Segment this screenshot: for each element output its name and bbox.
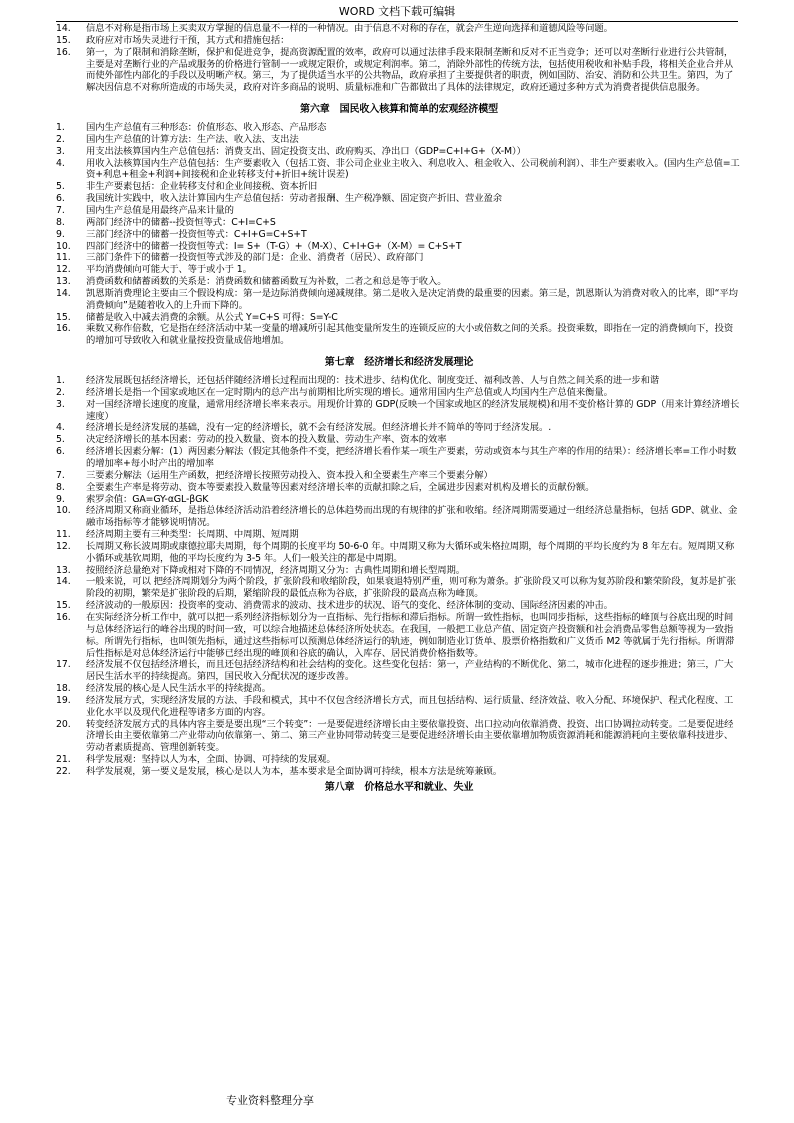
list-item-text: 经济发展的核心是人民生活水平的持续提高。: [86, 683, 271, 695]
list-item: [56, 576, 742, 600]
list-item: [56, 766, 742, 778]
list-item-text: 索罗余值：GA=GY-αGL-βGK: [86, 493, 209, 505]
list-item: [56, 181, 742, 193]
list-item: [56, 482, 742, 494]
list-item-text: 决定经济增长的基本因素：劳动的投入数量、资本的投入数量、劳动生产率、资本的效率: [86, 434, 447, 446]
list-item: [56, 695, 742, 719]
list-item-number: 5.: [56, 181, 65, 193]
list-item: [56, 375, 742, 387]
list-item: [56, 754, 742, 766]
list-item-number: 15.: [56, 600, 71, 612]
list-item: [56, 205, 742, 217]
list-item-text: 凯恩斯消费理论主要由三个假设构成：第一是边际消费倾向递减规律。第二是收入是决定消费的最重要的因素。第三是，凯恩斯认为消费对收入的比率，即“平均消费倾向”是随着收入的上升而下降的。: [86, 287, 738, 311]
list-item-text: 科学发展观，第一要义是发展，核心是以人为本，基本要求是全面协调可持续，根本方法是统筹兼顾。: [86, 765, 502, 777]
list-item-text: 储蓄是收入中减去消费的余额。从公式 Y=C+S 可得：S=Y-C: [86, 311, 338, 323]
list-item: [56, 217, 742, 229]
list-item-number: 15.: [56, 311, 71, 323]
list-item-number: 16.: [56, 46, 71, 58]
list-item-number: 8.: [56, 216, 65, 228]
list-item-text: 经济发展不仅包括经济增长，而且还包括经济结构和社会结构的变化。这些变化包括：第一，产业结构的不断优化、第二，城市化进程的逐步推进；第三，广大居民生活水平的持续提高。第四，国民收入分配状况的逐步改善。: [86, 659, 734, 683]
numbered-list: [56, 23, 742, 94]
list-item: [56, 422, 742, 434]
list-item-text: 经济发展方式，实现经济发展的方法、手段和模式，其中不仅包含经济增长方式，而且包括结构、运行质量、经济效益、收入分配、环境保护、程式化程度、工业化水平以及现代化进程等诸多方面的内容。: [86, 694, 734, 718]
numbered-list: [56, 375, 742, 778]
list-item-number: 21.: [56, 754, 71, 766]
list-item-number: 4.: [56, 157, 65, 169]
list-item-text: 我国统计实践中，收入法计算国内生产总值包括：劳动者报酬、生产税净额、固定资产折旧、营业盈余: [86, 193, 502, 205]
list-item-text: 经济周期主要有三种类型：长周期、中周期、短周期: [86, 529, 299, 541]
list-item-text: 按照经济总量绝对下降或相对下降的不同情况，经济周期又分为：古典性周期和增长型周期。: [86, 564, 465, 576]
list-item-text: 第一，为了限制和消除垄断，保护和促进竞争，提高资源配置的效率，政府可以通过法律手段来限制垄断和反对不正当竞争；还可以对垄断行业进行公共管制，主要是对垄断行业的产品或服务的价格进行管制一一或规定限价，或规定利润率。第二，消除外部性的传统方法，包括使用税收和补贴手段，将相关企业合并从而使外部性内部化的手段以及明晰产权。第三，为了提供适当水平的公共物品，政府承担了主要提供者的职责，例如国防、治安、消防和公共卫生。第四，为了解决因信息不对称所造成的市场失灵，政府对许多商品的说明、质量标准和广告都做出了具体的法律规定，政府还通过多种方式为消费者提供信息服务。: [86, 46, 734, 94]
list-item-text: 经济增长是指一个国家或地区在一定时期内的总产出与前期相比所实现的增长。通常用国内生产总值或人均国内生产总值来衡量。: [86, 386, 613, 398]
list-item-number: 7.: [56, 204, 65, 216]
list-item-number: 14.: [56, 23, 71, 34]
list-item-text: 政府应对市场失灵进行干预，其方式和措施包括：: [86, 34, 290, 46]
list-item: [56, 719, 742, 755]
list-item-text: 对一国经济增长速度的度量，通常用经济增长率来表示。用现价计算的 GDP(反映一个国家或地区的经济发展规模)和用不变价格计算的 GDP（用来计算经济增长速度）: [86, 398, 740, 422]
list-item-text: 非生产要素包括：企业转移支付和企业间接税、资本折旧: [86, 181, 318, 193]
page-header: WORD 文档下载可编辑: [338, 5, 456, 18]
list-item-text: 国内生产总值是用最终产品来计量的: [86, 204, 234, 216]
list-item: [56, 612, 742, 659]
list-item-number: 6.: [56, 446, 65, 458]
list-item-number: 2.: [56, 133, 65, 145]
list-item-number: 12.: [56, 264, 71, 276]
list-item-text: 用收入法核算国内生产总值包括：生产要素收入（包括工资、非公司企业业主收入、利息收入、租金收入、公司税前利润）、非生产要素收入。(国内生产总值=工资+利息+租金+利润+间接税和企业转移支付+折旧+统计误差): [86, 157, 740, 181]
list-item: [56, 229, 742, 241]
list-item-text: 科学发展观：坚持以人为本，全面、协调、可持续的发展观。: [86, 754, 336, 766]
list-item-text: 三部门条件下的储蓄一投资恒等式涉及的部门是：企业、消费者（居民）、政府部门: [86, 252, 424, 264]
list-item-number: 11.: [56, 252, 71, 264]
list-item-number: 22.: [56, 765, 71, 777]
list-item-number: 9.: [56, 493, 65, 505]
list-item: [56, 399, 742, 423]
list-item-number: 17.: [56, 659, 71, 671]
list-item-text: 平均消费倾向可能大于、等于或小于 1。: [86, 264, 252, 276]
document-body: [56, 23, 742, 794]
list-item-number: 4.: [56, 422, 65, 434]
list-item-number: 16.: [56, 323, 71, 335]
list-item-text: 在实际经济分析工作中，就可以把一系列经济指标划分为一直指标、先行指标和滞后指标。所谓一致性指标，也叫同步指标，这些指标的峰顶与谷底出现的时间与总体经济运行的峰谷出现的时间一致，可以综合地描述总体经济所处状态。在我国，一般把工业总产值、固定资产投资额和社会消费品零售总额等视为一致指标。所谓先行指标，也叫领先指标，通过这些指标可以预测总体经济运行的轨迹，例如制造业订货单、股票价格指数和广义货币 M2 等就属于先行指标。所谓滞后性指标是对总体经济运行中能够已经出现的峰顶和谷底的确认，入库存、居民消费价格指数等。: [86, 611, 735, 659]
list-item: [56, 158, 742, 182]
list-item-text: 国内生产总值的计算方法：生产法、收入法、支出法: [86, 133, 299, 145]
list-item-number: 7.: [56, 469, 65, 481]
list-item-number: 8.: [56, 481, 65, 493]
list-item-number: 18.: [56, 683, 71, 695]
list-item: [56, 122, 742, 134]
list-item-number: 10.: [56, 505, 71, 517]
list-item: [56, 494, 742, 506]
numbered-list: [56, 122, 742, 347]
list-item-number: 11.: [56, 529, 71, 541]
list-item-text: 长周期又称长波周期或康德拉耶夫周期，每个周期的长度平均 50-6-0 年。中周期又称为大循环或朱格拉周期，每个周期的平均长度约为 8 年左右。短周期又称小循环或基钦周期，他的平均长度约为 3-5 年。人们一般关注的都是中周期。: [86, 540, 735, 564]
list-item: [56, 659, 742, 683]
list-item: [56, 276, 742, 288]
list-item-text: 乘数又称作倍数，它是指在经济活动中某一变量的增减所引起其他变量所发生的连锁反应的大小或倍数之间的关系。投资乘数，即指在一定的消费倾向下，投资的增加可导致收入和就业量按投资量成倍地增加。: [86, 323, 734, 347]
header-divider: [56, 21, 738, 22]
list-item-text: 两部门经济中的储蓄--投资恒等式：C+I=C+S: [86, 216, 276, 228]
list-item-text: 经济增长是经济发展的基础，没有一定的经济增长，就不会有经济发展。但经济增长并不简单的等同于经济发展。.: [86, 422, 552, 434]
list-item-text: 经济波动的一般原因：投资率的变动、消费需求的波动、技术进步的状况、语气的变化、经济体制的变动、国际经济因素的冲击。: [86, 600, 613, 612]
list-item: [56, 312, 742, 324]
list-item-number: 15.: [56, 34, 71, 46]
list-item-text: 消费函数和储蓄函数的关系是：消费函数和储蓄函数互为补数，二者之和总是等于收入。: [86, 276, 447, 288]
list-item: [56, 146, 742, 158]
list-item-text: 三要素分解法（运用生产函数，把经济增长按照劳动投入、资本投入和全要素生产率三个要素分解）: [86, 469, 493, 481]
page-footer: 专业资料整理分享: [226, 1094, 314, 1107]
list-item: [56, 683, 742, 695]
chapter-heading: 第八章 价格总水平和就业、失业: [324, 781, 474, 793]
list-item: [56, 434, 742, 446]
list-item: [56, 600, 742, 612]
list-item-text: 信息不对称是指市场上买卖双方掌握的信息量不一样的一种情况。由于信息不对称的存在，就会产生逆向选择和道德风险等问题。: [86, 23, 613, 34]
list-item-number: 1.: [56, 375, 65, 387]
list-item: [56, 323, 742, 347]
list-item: [56, 505, 742, 529]
list-item-number: 9.: [56, 228, 65, 240]
list-item: [56, 446, 742, 470]
list-item: [56, 565, 742, 577]
list-item: [56, 193, 742, 205]
list-item: [56, 387, 742, 399]
list-item: [56, 252, 742, 264]
list-item-number: 3.: [56, 145, 65, 157]
list-item-number: 10.: [56, 240, 71, 252]
list-item-text: 经济增长因素分解：(1）两因素分解法（假定其他条件不变，把经济增长看作某一项生产要素，劳动或资本与其生产率的作用的结果）：经济增长率=工作小时数的增加率+每小时产出的增加率: [86, 446, 737, 469]
list-item: [56, 23, 742, 35]
list-item-number: 3.: [56, 398, 65, 410]
list-item-text: 用支出法核算国内生产总值包括：消费支出、固定投资支出、政府购买、净出口（GDP=C+I+G+（X-M））: [86, 145, 526, 157]
list-item: [56, 470, 742, 482]
list-item-text: 经济发展既包括经济增长，还包括伴随经济增长过程而出现的：技术进步、结构优化、制度变迁、福利改善、人与自然之间关系的进一步和谐: [86, 375, 660, 387]
list-item-text: 四部门经济中的储蓄一投资恒等式：I= S+（T-G）+（M-X）、C+I+G+（X-M）= C+S+T: [86, 240, 462, 252]
list-item-text: 一般来说，可以 把经济周期划分为两个阶段，扩张阶段和收缩阶段，如果衰退特别严重，则可称为萧条。扩张阶段又可以称为复苏阶段和繁荣阶段，复苏是扩张阶段的初期，繁荣是扩张阶段的后期，紧缩阶段的最低点称为谷底，扩张阶段的最高点称为峰顶。: [86, 576, 736, 600]
list-item-number: 6.: [56, 193, 65, 205]
list-item-text: 转变经济发展方式的具体内容主要是要出现“三个转变”：一是要促进经济增长由主要依靠投资、出口拉动向依靠消费、投资、出口协调拉动转变。二是要促进经济增长由主要依靠第二产业带动向依靠第一、第二、第三产业协同带动转变三是要促进经济增长由主要依靠增加物质资源消耗和能源消耗向主要依靠科技进步、劳动者素质提高、管理创新转变。: [86, 718, 734, 754]
list-item-number: 14.: [56, 287, 71, 299]
list-item: [56, 241, 742, 253]
list-item-text: 国内生产总值有三种形态：价值形态、收入形态、产品形态: [86, 122, 327, 134]
list-item-number: 12.: [56, 540, 71, 552]
list-item: [56, 529, 742, 541]
list-item-number: 1.: [56, 122, 65, 134]
list-item-number: 13.: [56, 564, 71, 576]
list-item-number: 2.: [56, 386, 65, 398]
list-item-number: 19.: [56, 694, 71, 706]
list-item-number: 20.: [56, 718, 71, 730]
list-item-number: 14.: [56, 576, 71, 588]
list-item: [56, 134, 742, 146]
list-item: [56, 35, 742, 47]
list-item-text: 全要素生产率是将劳动、资本等要素投入数量等因素对经济增长率的贡献扣除之后，全属进步因素对机构及增长的贡献份额。: [86, 481, 595, 493]
list-item: [56, 288, 742, 312]
list-item-number: 16.: [56, 611, 71, 623]
list-item: [56, 264, 742, 276]
list-item-text: 经济周期又称商业循环，是指总体经济活动沿着经济增长的总体趋势而出现的有规律的扩张和收缩。经济周期需要通过一组经济总量指标，包括 GDP、就业、金融市场指标等才能够说明情况。: [86, 505, 738, 529]
chapter-heading: 第七章 经济增长和经济发展理论: [324, 357, 474, 369]
list-item-number: 13.: [56, 276, 71, 288]
list-item-text: 三部门经济中的储蓄一投资恒等式：C+I+G=C+S+T: [86, 228, 307, 240]
list-item: [56, 541, 742, 565]
chapter-heading: 第六章 国民收入核算和简单的宏观经济模型: [300, 104, 498, 116]
list-item-number: 5.: [56, 434, 65, 446]
list-item: [56, 47, 742, 94]
